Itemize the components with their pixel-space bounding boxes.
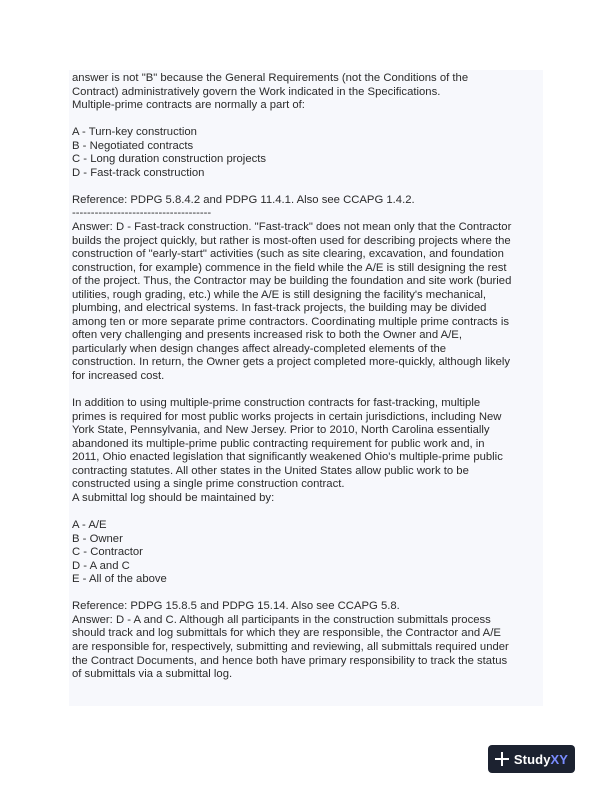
text-line: constructed using a single prime construction contract.	[72, 478, 345, 491]
text-line: E - All of the above	[72, 573, 167, 586]
text-line: D - A and C	[72, 559, 130, 572]
text-line: abandoned its multiple-prime public contracting requirement for public work and, in	[72, 437, 485, 450]
text-line: utilities, rough grading, etc.) while the A/E is still designing the facility's mechanical,	[72, 288, 487, 301]
text-line: construction. In return, the Owner gets a project completed more-quickly, although likely	[72, 356, 511, 369]
plus-cross-icon	[495, 752, 509, 766]
text-line: of submittals via a submittal log.	[72, 668, 233, 681]
text-line: Answer: D - A and C. Although all participants in the construction submittals process	[72, 613, 491, 626]
text-line: primes is required for most public works projects in certain jurisdictions, including New	[72, 410, 502, 423]
blank-line	[72, 384, 543, 398]
text-line: B - Negotiated contracts	[72, 139, 194, 152]
text-line: A - A/E	[72, 519, 107, 532]
text-line: should track and log submittals for which they are responsible, the Contractor and A/E	[72, 627, 501, 640]
text-line: the Contract Documents, and hence both have primary responsibility to track the status	[72, 654, 508, 667]
text-line: particularly when design changes affect already-completed elements of the	[72, 342, 447, 355]
text-line: for increased cost.	[72, 370, 165, 383]
text-line: answer is not "B" because the General Requirements (not the Conditions of the	[72, 72, 469, 84]
text-line: 2011, Ohio enacted legislation that significantly weakened Ohio's multiple-prime public	[72, 451, 503, 464]
text-line: Reference: PDPG 5.8.4.2 and PDPG 11.4.1. Also see CCAPG 1.4.2.	[72, 193, 415, 206]
text-line: B - Owner	[72, 532, 123, 545]
logo-brand-main: Study	[513, 751, 551, 767]
text-line: of the project. Thus, the Contractor may be building the foundation and site work (buried	[72, 275, 512, 288]
text-line: construction, for example) commence in the field while the A/E is still designing the rest	[72, 261, 507, 274]
document-text-block	[69, 70, 543, 706]
text-line: construction of "early-start" activities (such as site clearing, excavation, and foundation	[72, 248, 504, 261]
text-line: Multiple-prime contracts are normally a part of:	[72, 99, 305, 112]
text-line: York State, Pennsylvania, and New Jersey. Prior to 2010, North Carolina essentially	[72, 424, 490, 437]
text-line: A submittal log should be maintained by:	[72, 491, 275, 504]
text-line: In addition to using multiple-prime construction contracts for fast-tracking, multiple	[72, 397, 481, 410]
logo-wordmark	[514, 752, 568, 767]
text-line: C - Contractor	[72, 546, 143, 559]
text-line: builds the project quickly, but rather is most-often used for describing projects where the	[72, 234, 511, 247]
blank-line	[72, 506, 543, 520]
text-line: C - Long duration construction projects	[72, 153, 267, 166]
text-line: D - Fast-track construction	[72, 166, 205, 179]
text-line: Contract) administratively govern the Work indicated in the Specifications.	[72, 85, 441, 98]
text-line: are responsible for, respectively, submitting and reviewing, all submittals required under	[72, 640, 509, 653]
text-line: often very challenging and presents increased risk to both the Owner and A/E,	[72, 329, 462, 342]
document-body	[69, 70, 543, 682]
text-line: Answer: D - Fast-track construction. "Fast-track" does not mean only that the Contractor	[72, 221, 512, 234]
text-line: among ten or more separate prime contractors. Coordinating multiple prime contracts is	[72, 315, 510, 328]
text-line: Reference: PDPG 15.8.5 and PDPG 15.14. Also see CCAPG 5.8.	[72, 600, 400, 613]
text-line: -------------------------------------	[72, 207, 212, 220]
logo-brand-accent: XY	[550, 751, 569, 767]
blank-line	[72, 113, 543, 127]
blank-line	[72, 587, 543, 601]
blank-line	[72, 180, 543, 194]
text-line: plumbing, and electrical systems. In fast-track projects, the building may be divided	[72, 302, 487, 315]
studyxy-logo[interactable]	[488, 745, 575, 773]
text-line: contracting statutes. All other states in the United States allow public work to be	[72, 464, 469, 477]
text-line: A - Turn-key construction	[72, 126, 197, 139]
